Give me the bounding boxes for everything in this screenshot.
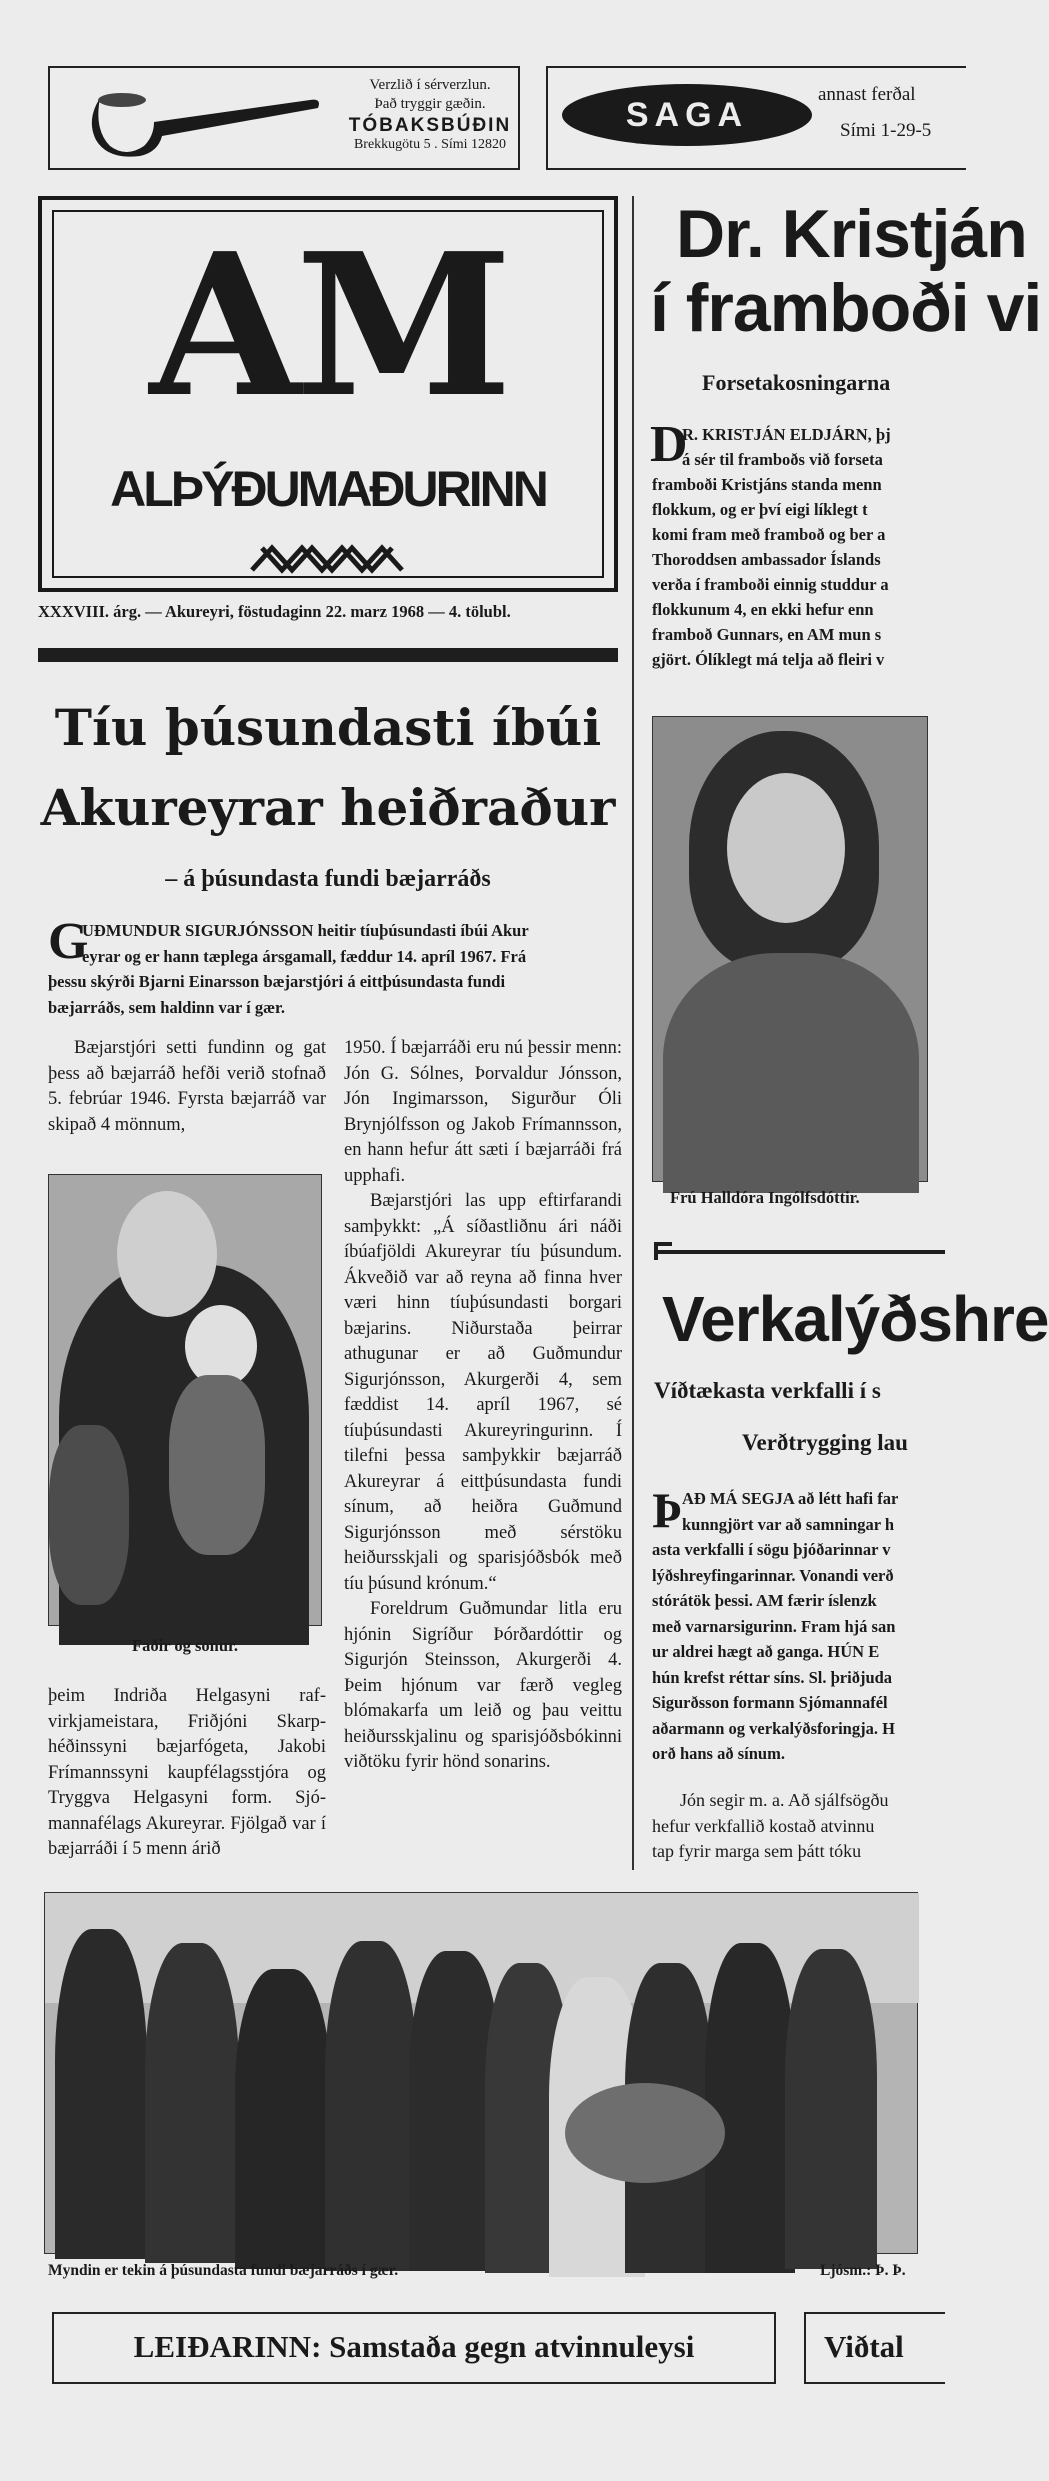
col2-p1: 1950. Í bæjarráði eru nú þessir menn: Jón G. Sólnes, Þorvaldur Jónsson, Jón Ingimarsson, Sigurður Óli Brynjólfsson og Jakob Frímannsson, en hann hefur átt sæti í bæjarráði frá upphafi. (344, 1038, 622, 1186)
right-2-line: aðarmann og verkalýðsforingja. H (652, 1718, 895, 1738)
right-headline-1: Dr. Kristján (676, 196, 1027, 272)
masthead-rule (38, 648, 618, 662)
leidarinn-label: LEIÐARINN: (133, 2329, 322, 2364)
right-2-subhead-2: Verðtrygging lau (742, 1430, 908, 1455)
main-subhead: – á þúsundasta fundi bæjarráðs (165, 866, 491, 892)
leidarinn-box (52, 2312, 776, 2384)
right-2-para2-line: tap fyrir marga sem þátt tóku (652, 1841, 862, 1861)
masthead-box (38, 196, 618, 592)
masthead-ornament-icon (252, 540, 402, 580)
lead-line: eyrar og er hann tæplega ársgamall, fæddur 14. apríl 1967. Frá (82, 946, 527, 966)
right-subhead: Forsetakosningarna (702, 370, 891, 395)
right-line: Thoroddsen ambassador Íslands (652, 550, 881, 569)
father-son-caption: Faðir og sonur. (132, 1636, 238, 1655)
right-line: verða í framboði einnig studdur a (652, 575, 889, 594)
portrait-caption: Frú Halldóra Ingólfsdóttir. (670, 1188, 860, 1207)
tobak-name: TÓBAKSBÚÐIN (348, 115, 512, 136)
right-2-line: kunngjört var að samningar h (682, 1514, 895, 1534)
right-line: komi fram með framboð og ber a (652, 525, 886, 544)
saga-logo: SAGA (562, 84, 812, 146)
right-dropcap: D (650, 416, 688, 473)
lead-line: þessu skýrði Bjarni Einarsson bæjarstjóri á eittþúsundasta fundi (48, 972, 506, 991)
right-2-line: með varnarsigurinn. Fram hjá san (652, 1616, 896, 1636)
col2-p2: Bæjarstjóri las upp eftirfarandi samþykkt: „Á síðastliðnu ári náði íbúafjöldi Akureyrar tíu þúsundum. Ákveðið var að reyna að finna hver væri hinn tíuþúsundasti borgari bæjarins. Niðurstaða þeirrar athugunar er að Guðmundur Sigurjónsson, Akurgerði 4, sem fæddist 14. apríl 1967, sé tíuþúsundasti Akureyringurinn. Í tilefni þessa samþykkir bæjarráð Akureyrar á eittþúsundasta fundi sínum, að heiðra Guðmund Sigurjónsson með sérstöku heiðursskjali og sparisjóðsbók með tíu þúsund krónum.“ (344, 1191, 622, 1594)
right-2-line: Sigurðsson formann Sjómannafél (652, 1693, 888, 1712)
right-2-subhead-1: Víðtækasta verkfalli í s (654, 1378, 881, 1403)
right-2-line: ur aldrei hægt að ganga. HÚN E (652, 1642, 880, 1661)
main-headline-1: Tíu þúsundasti íbúi (54, 698, 602, 757)
vidtal-text: Viðtal (824, 2329, 904, 2364)
right-2-headline: Verkalýðshre (662, 1283, 1049, 1355)
col1-top: Bæjarstjóri setti fundinn og gat þess að bæjarráð hefði verið stofnað 5. febrúar 1946. Fyrsta bæjarráð var skipað 4 mönnum, (48, 1038, 326, 1135)
masthead-name: ALÞÝÐUMAÐURINN (110, 461, 546, 517)
tobak-line2: Það tryggir gæðin. (374, 96, 486, 112)
group-credit: Ljósm.: Þ. Þ. (820, 2262, 906, 2279)
right-line: á sér til framboðs við forseta (682, 450, 883, 469)
saga-ad (546, 66, 966, 170)
masthead-logo: AM (149, 211, 507, 441)
right-2-para2-line: hefur verkfallið kostað atvinnu (652, 1815, 875, 1836)
vidtal-box (804, 2312, 945, 2384)
col1-bottom: þeim Indriða Helgasyni rafvirkjameistara, Friðjóni Skarphéðinssyni bæjarfógeta, Jakobi Frímannssyni kaupfélagsstjóra og Tryggva Helgasyni form. Sjómannafélags Akureyrar. Fjölgað var í bæjarráði í 5 menn árið (48, 1686, 326, 1859)
right-article-2-rule (654, 1250, 945, 1254)
saga-line1: annast ferðal (818, 84, 916, 105)
pipe-icon (70, 80, 330, 160)
col2 (344, 1036, 622, 1776)
right-line: flokkum, og er því eigi líklegt t (652, 500, 868, 519)
tobak-line1: Verzlið í sérverzlun. (369, 77, 491, 93)
right-2-para2 (652, 1788, 952, 1865)
issue-line: XXXVIII. árg. — Akureyri, föstudaginn 22. marz 1968 — 4. tölubl. (38, 602, 511, 621)
main-headline-2: Akureyrar heiðraður (40, 778, 616, 837)
lead-line: bæjarráðs, sem haldinn var í gær. (48, 997, 285, 1017)
right-2-para2-line: Jón segir m. a. Að sjálfsögðu (680, 1790, 889, 1810)
right-2-line: AÐ MÁ SEGJA að létt hafi far (682, 1489, 899, 1508)
right-body (650, 416, 952, 672)
group-caption: Myndin er tekin á þúsundasta fundi bæjarráðs í gær. (48, 2262, 399, 2279)
right-2-body (652, 1482, 952, 1767)
father-son-photo (48, 1174, 322, 1626)
saga-line2: Sími 1-29-5 (840, 120, 932, 141)
tobak-ad (48, 66, 520, 170)
right-line: framboð Gunnars, en AM mun s (652, 625, 882, 644)
right-2-line: stórátök þessi. AM færir íslenzk (652, 1591, 877, 1610)
right-2-dropcap: Þ (652, 1482, 683, 1538)
right-line: framboði Kristjáns standa menn (652, 475, 882, 494)
right-line: flokkunum 4, en ekki hefur enn (652, 600, 874, 619)
right-2-line: asta verkfalli í sögu þjóðarinnar v (652, 1540, 891, 1559)
lead-line: UÐMUNDUR SIGURJÓNSSON heitir tíuþúsundasti íbúi Akur (82, 921, 529, 940)
tobak-address: Brekkugötu 5 . Sími 12820 (353, 137, 507, 152)
main-lead (48, 913, 630, 1020)
main-dropcap: G (48, 913, 89, 970)
right-2-line: orð hans að sínum. (652, 1744, 785, 1763)
group-photo (44, 1892, 918, 2254)
column-rule (632, 196, 634, 1870)
right-line: R. KRISTJÁN ELDJÁRN, þj (682, 425, 891, 444)
right-2-line: hún krefst réttar síns. Sl. þriðjuda (652, 1667, 893, 1687)
portrait-photo (652, 716, 928, 1182)
col2-p3: Foreldrum Guðmundar litla eru hjónin Sigríður Þórðardóttir og Sigurjón Steinsson, Akurgerði 4. Þeim hjónum var færð vegleg blómakarfa um leið og þau veittu heiðursskjalinu og sparisjóðsbókinni viðtöku fyrir hönd sonarins. (344, 1599, 622, 1772)
leidarinn-text: Samstaða gegn atvinnuleysi (329, 2329, 695, 2364)
right-headline-2: í framboði vi (650, 270, 1042, 346)
right-2-line: lýðshreyfingarinnar. Vonandi verð (652, 1565, 894, 1585)
right-line: gjört. Ólíklegt má telja að fleiri v (652, 650, 885, 669)
